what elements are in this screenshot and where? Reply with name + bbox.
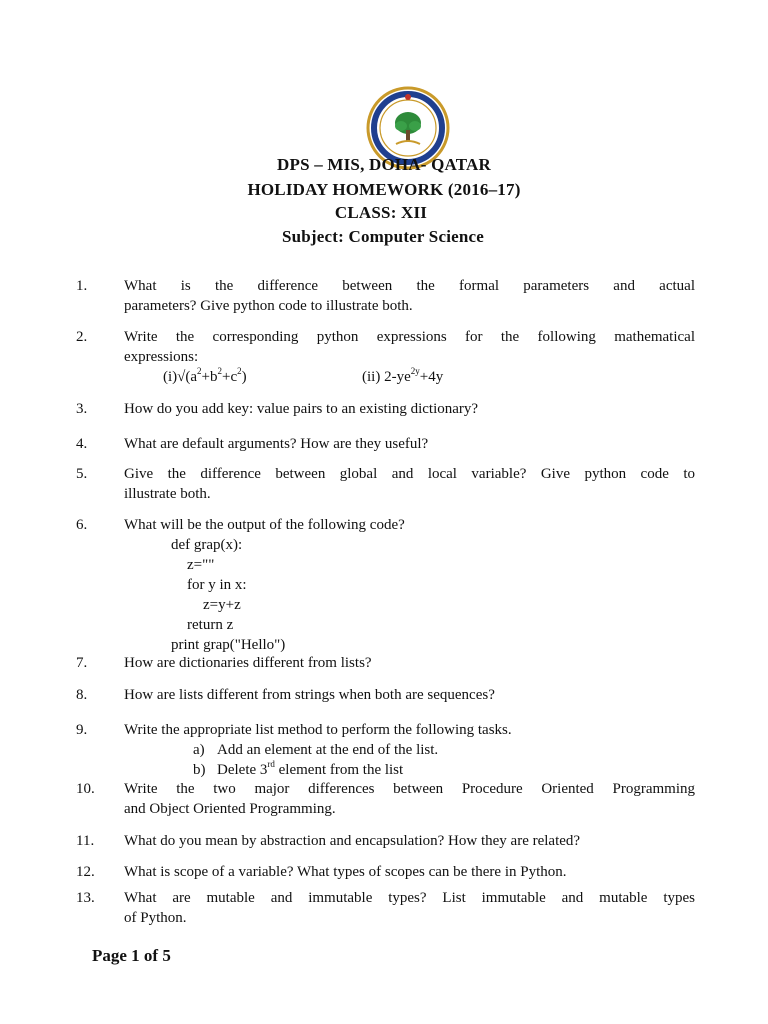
question-number: 13. (76, 890, 95, 906)
task-text: Delete 3rd element from the list (217, 759, 404, 778)
code-line: z=y+z (203, 597, 241, 613)
question-number: 1. (76, 278, 88, 294)
task-item (193, 740, 439, 760)
question-number: 3. (76, 401, 88, 417)
question-text-line: Give the difference between global and local variable? Give python code to (124, 466, 695, 482)
question-text-line: expressions: (124, 349, 199, 365)
question-number: 4. (76, 436, 88, 452)
question-number: 9. (76, 722, 88, 738)
question-number: 2. (76, 329, 88, 345)
task-marker: a) (193, 742, 205, 758)
code-line: def grap(x): (171, 537, 243, 553)
task-marker: b) (193, 762, 206, 778)
question-text-line: illustrate both. (124, 486, 211, 502)
question-text-line: How do you add key: value pairs to an existing dictionary? (124, 401, 479, 417)
question-text-line: Write the corresponding python expressions for the following mathematical (124, 329, 695, 345)
question-text-line: of Python. (124, 910, 187, 926)
question-number: 7. (76, 655, 88, 671)
question-text-line: What are mutable and immutable types? List immutable and mutable types (124, 890, 695, 906)
code-line: print grap("Hello") (171, 637, 286, 653)
code-line: return z (187, 617, 234, 633)
question-number: 5. (76, 466, 88, 482)
subject-value: : Computer Science (338, 227, 485, 246)
question-text-line: How are dictionaries different from lists? (124, 655, 372, 671)
question-text-line: What will be the output of the following code? (124, 517, 405, 533)
question-text-line: Write the two major differences between Procedure Oriented Programming (124, 781, 695, 797)
code-line: for y in x: (187, 577, 247, 593)
question-text-line: What is the difference between the formal parameters and actual (124, 278, 695, 294)
question-text-line: Write the appropriate list method to perform the following tasks. (124, 722, 512, 738)
task-item (193, 759, 404, 780)
question-number: 6. (76, 517, 88, 533)
class-value: : XII (390, 203, 428, 222)
logo-seal-dot (405, 94, 411, 100)
class-label: CLASS (334, 203, 391, 222)
question-number: 8. (76, 687, 88, 703)
class-line (0, 203, 765, 223)
task-text: Add an element at the end of the list. (217, 742, 439, 758)
question-number: 12. (76, 864, 95, 880)
question-text-line: How are lists different from strings when both are sequences? (124, 687, 495, 703)
homework-title: HOLIDAY HOMEWORK (2016–17) (247, 180, 521, 199)
question-number: 11. (76, 833, 95, 849)
subject-line (0, 227, 767, 247)
question-text-line: and Object Oriented Programming. (124, 801, 336, 817)
question-text-line: What is scope of a variable? What types of scopes can be there in Python. (124, 864, 567, 880)
math-expression-2: (ii) $2-ye^{2y}+4y$ (362, 366, 444, 385)
code-line: z="" (187, 557, 215, 573)
school-name: DPS – MIS, DOHA- QATAR (277, 155, 491, 174)
subject-label: Subject (281, 227, 339, 246)
math-expression-1: $(i)√(a^2+b^2+c^2)$ (163, 366, 247, 385)
page-number: Page 1 of 5 (92, 946, 171, 965)
question-text-line: What do you mean by abstraction and encapsulation? How they are related? (124, 833, 581, 849)
question-number: 10. (76, 781, 95, 797)
question-text-line: What are default arguments? How are they useful? (124, 436, 429, 452)
question-text-line: parameters? Give python code to illustrate both. (124, 298, 413, 314)
